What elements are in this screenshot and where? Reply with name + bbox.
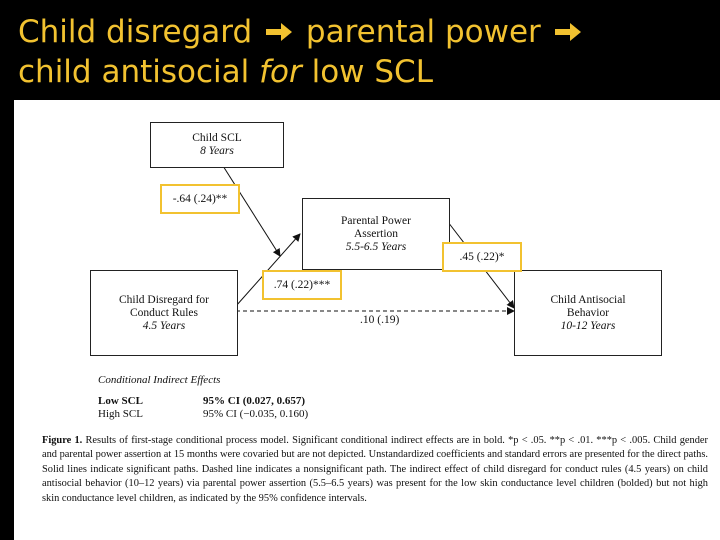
indirect-effects-ci: 95% CI (−0.035, 0.160) (203, 408, 309, 420)
indirect-effects-group: High SCL (98, 408, 143, 420)
title-line2-part1: child antisocial (18, 54, 260, 90)
slide-title (18, 12, 718, 92)
node-child-scl-name: Child SCL (192, 132, 242, 144)
node-child-scl (150, 122, 284, 168)
node-parental-power-name-1: Parental Power (341, 214, 411, 227)
indirect-effects-row-low (98, 395, 308, 408)
caption-lead: Figure 1. (42, 435, 83, 446)
node-parental-power-age: 5.5-6.5 Years (345, 240, 407, 253)
node-child-disregard-age: 4.5 Years (142, 319, 186, 332)
node-antisocial (514, 270, 662, 356)
indirect-effects-table (98, 374, 308, 421)
node-child-disregard (90, 270, 238, 356)
figure-panel (14, 100, 720, 540)
label-power-to-antisocial: .45 (.22)* (442, 242, 522, 272)
node-child-disregard-name-1: Child Disregard for (118, 293, 210, 306)
indirect-effects-ci: 95% CI (0.027, 0.657) (203, 395, 306, 407)
title-line2-italic: for (259, 54, 302, 90)
right-arrow-icon (264, 21, 294, 43)
indirect-effects-row-high (98, 408, 308, 421)
right-arrow-icon (553, 21, 583, 43)
label-disregard-to-power: .74 (.22)*** (262, 270, 342, 300)
node-child-scl-age: 8 Years (200, 145, 234, 157)
node-antisocial-name-1: Child Antisocial (550, 293, 626, 306)
title-line1-part2: parental power (305, 14, 541, 50)
title-line2-part2: low SCL (301, 54, 433, 90)
node-antisocial-name-2: Behavior (566, 306, 610, 319)
node-parental-power-name-2: Assertion (353, 227, 399, 240)
caption-text: Results of first-stage conditional process model. Significant conditional indirect effects are in bold. *p < .05. **p < .01. ***p < .005. Child gender and parental power assertion at 15 months were covaried but are not depicted. Unstandardized coefficients and standard errors are presented for the direct paths. Solid lines indicate significant paths. Dashed line indicates a nonsignificant path. The indirect effect of child disregard for conduct rules (4.5 years) on child antisocial behavior (10–12 years) via parental power assertion (5.5–6.5 years) was present for the low skin conductance level children (bolded) but not high skin conductance level children, as indicated by the 95% confidence intervals. (42, 435, 708, 504)
label-direct: .10 (.19) (360, 314, 400, 326)
node-parental-power (302, 198, 450, 270)
indirect-effects-group: Low SCL (98, 395, 143, 407)
title-line1-part1: Child disregard (18, 14, 253, 50)
node-antisocial-age: 10-12 Years (560, 319, 616, 332)
label-scl-moderation: -.64 (.24)** (160, 184, 240, 214)
indirect-effects-heading: Conditional Indirect Effects (98, 374, 221, 386)
node-child-disregard-name-2: Conduct Rules (129, 306, 199, 319)
figure-caption (42, 434, 708, 506)
